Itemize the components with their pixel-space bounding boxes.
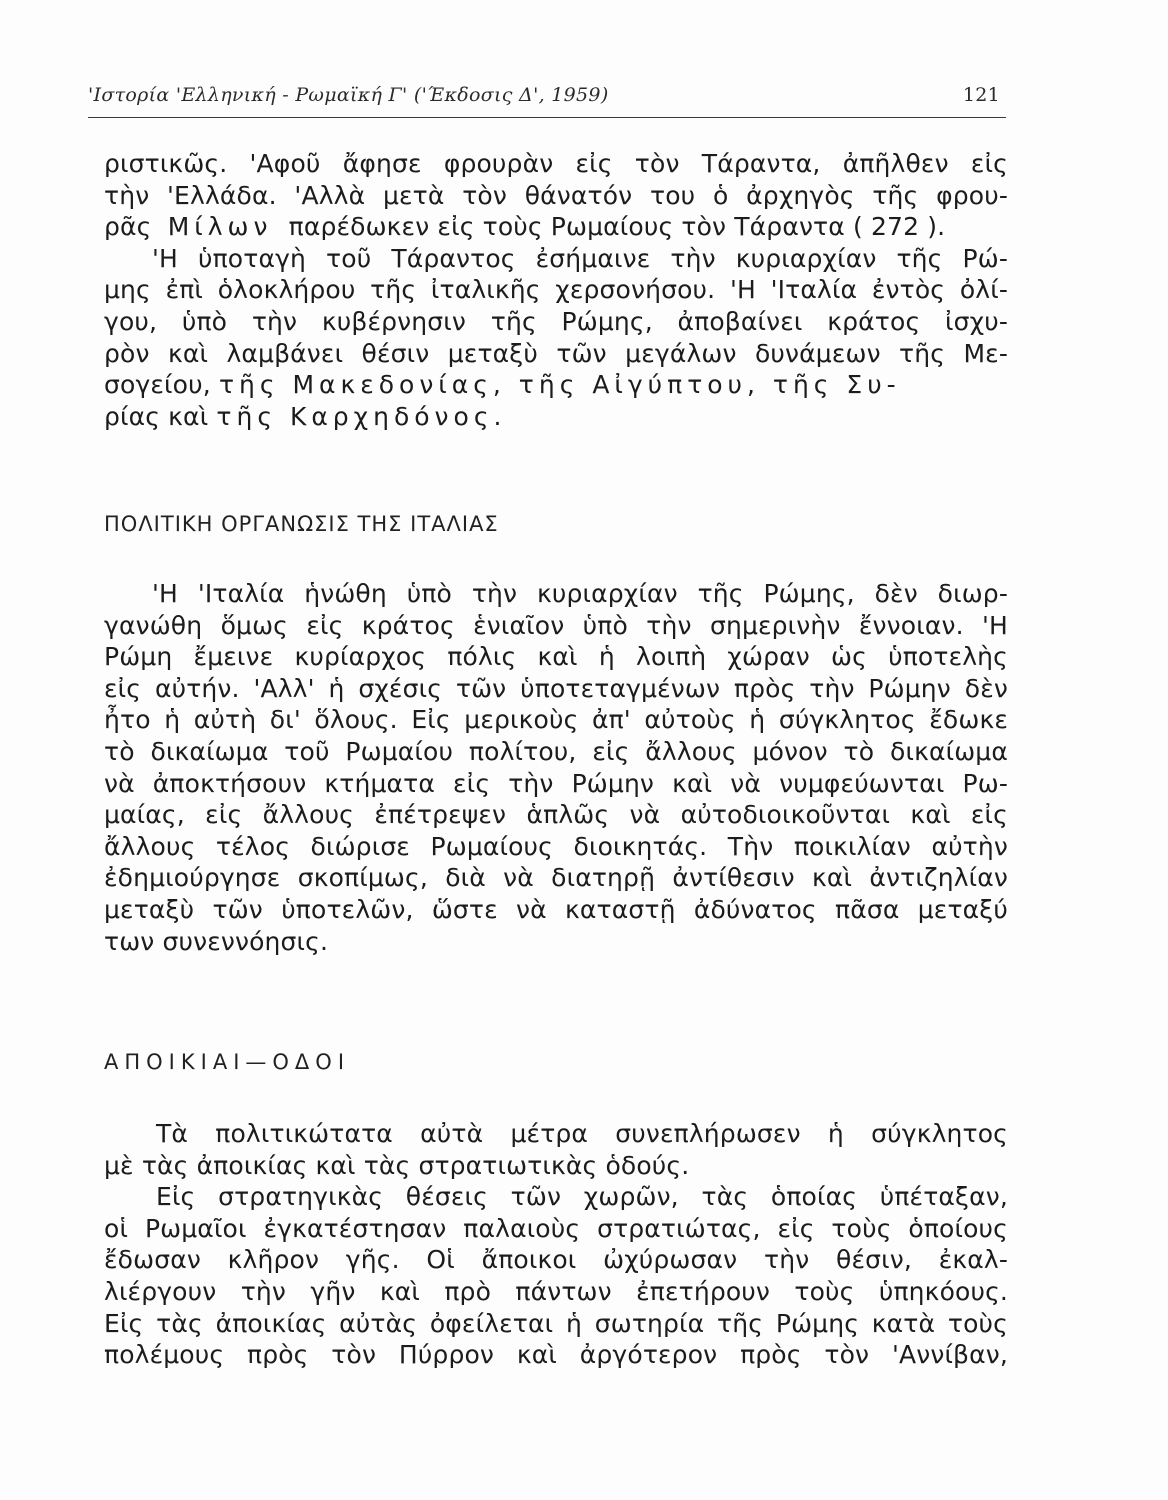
text-line: Ρώμη ἔμεινε κυρίαρχος πόλις καὶ ἡ λοιπὴ χώραν ὡς ὑποτελὴς — [104, 642, 1008, 672]
text-line: ἦτο ἡ αὐτὴ δι' ὅλους. Εἰς μερικοὺς ἀπ' αὐτοὺς ἡ σύγκλητος ἔδωκε — [104, 705, 1008, 735]
text-line: πολέμους πρὸς τὸν Πύρρον καὶ ἀργότερον πρὸς τὸν 'Αννίβαν, — [104, 1340, 1008, 1370]
running-head — [88, 84, 1008, 112]
text-line: οἱ Ρωμαῖοι ἐγκατέστησαν παλαιοὺς στρατιώτας, εἰς τοὺς ὁποίους — [104, 1213, 1008, 1243]
emphasized-name: Μίλων — [167, 212, 273, 242]
text-line: τὴν 'Ελλάδα. 'Αλλὰ μετὰ τὸν θάνατόν του ὁ ἀρχηγὸς τῆς φρου- — [104, 180, 1008, 210]
text-line: νὰ ἀποκτήσουν κτήματα εἰς τὴν Ρώμην καὶ νὰ νυμφεύωνται Ρω- — [104, 768, 1008, 798]
text-fragment: σογείου, — [104, 370, 211, 400]
text-line: 'Η 'Ιταλία ἡνώθη ὑπὸ τὴν κυριαρχίαν τῆς Ρώμης, δὲν διωρ- — [152, 579, 1008, 608]
text-line: γου, ὑπὸ τὴν κυβέρνησιν τῆς Ρώμης, ἀποβαίνει κράτος ἰσχυ- — [104, 306, 1008, 336]
text-line: μεταξὺ τῶν ὑποτελῶν, ὥστε νὰ καταστῇ ἀδύνατος πᾶσα μεταξύ — [104, 894, 1008, 924]
text-line: ἄλλους τέλος διώρισε Ρωμαίους διοικητάς. Τὴν ποικιλίαν αὐτὴν — [104, 831, 1008, 861]
text-fragment: παρέδωκεν εἰς τοὺς Ρωμαίους τὸν Τάραντα ( 272 ). — [288, 212, 946, 242]
text-line: τὸ δικαίωμα τοῦ Ρωμαίου πολίτου, εἰς ἄλλους μόνον τὸ δικαίωμα — [104, 736, 1008, 766]
text-line — [104, 211, 1008, 243]
text-line: μαίας, εἰς ἄλλους ἐπέτρεψεν ἁπλῶς νὰ αὐτοδιοικοῦνται καὶ εἰς — [104, 800, 1008, 830]
text-line: ριστικῶς. 'Αφοῦ ἄφησε φρουρὰν εἰς τὸν Τάραντα, ἀπῆλθεν εἰς — [104, 149, 1008, 178]
text-line: γανώθη ὅμως εἰς κράτος ἑνιαῖον ὑπὸ τὴν σημερινὴν ἔννοιαν. 'Η — [104, 610, 1008, 640]
section-body — [104, 578, 1008, 957]
text-line: Εἰς τὰς ἀποικίας αὐτὰς ὀφείλεται ἡ σωτηρία τῆς Ρώμης κατὰ τοὺς — [104, 1308, 1008, 1338]
text-line: μης ἐπὶ ὁλοκλήρου τῆς ἰταλικῆς χερσονήσου. 'Η 'Ιταλία ἐντὸς ὀλί- — [104, 275, 1008, 305]
page-number: 121 — [962, 84, 1000, 106]
text-line — [104, 369, 1008, 401]
text-line: λιέργουν τὴν γῆν καὶ πρὸ πάντων ἐπετήρουν τοὺς ὑπηκόους. — [104, 1276, 1008, 1306]
text-line: μὲ τὰς ἀποικίας καὶ τὰς στρατιωτικὰς ὁδούς. — [104, 1150, 690, 1180]
section-body — [104, 1118, 1008, 1371]
text-line — [104, 401, 1008, 433]
section-heading: ΑΠΟΙΚΙΑΙ—ΟΔΟΙ — [104, 1050, 351, 1074]
text-line: των συνεννόησις. — [104, 926, 329, 956]
header-rule — [88, 117, 1006, 118]
text-line: 'Η ὑποταγὴ τοῦ Τάραντος ἐσήμαινε τὴν κυριαρχίαν τῆς Ρώ- — [152, 243, 1008, 273]
text-line: Τὰ πολιτικώτατα αὐτὰ μέτρα συνεπλήρωσεν ἡ σύγκλητος — [156, 1119, 1008, 1148]
text-line: ἐδημιούργησε σκοπίμως, διὰ νὰ διατηρῇ ἀντίθεσιν καὶ ἀντιζηλίαν — [104, 863, 1008, 893]
text-line: Εἰς στρατηγικὰς θέσεις τῶν χωρῶν, τὰς ὁποίας ὑπέταξαν, — [156, 1182, 1008, 1212]
emphasized-name: τῆς Καρχηδόνος. — [216, 401, 507, 431]
paragraph-continuation — [104, 148, 1008, 432]
text-line: ρὸν καὶ λαμβάνει θέσιν μεταξὺ τῶν μεγάλων δυνάμεων τῆς Με- — [104, 338, 1008, 368]
running-title: 'Ιστορία 'Ελληνική - Ρωμαϊκή Γ' ('Έκδοσις Δ', 1959) — [88, 84, 609, 106]
section-heading: ΠΟΛΙΤΙΚΗ ΟΡΓΑΝΩΣΙΣ ΤΗΣ ΙΤΑΛΙΑΣ — [104, 512, 499, 536]
text-line: ἔδωσαν κλῆρον γῆς. Οἱ ἄποικοι ὠχύρωσαν τὴν θέσιν, ἐκαλ- — [104, 1245, 1008, 1275]
text-fragment: ρίας καὶ — [104, 401, 209, 431]
text-line: εἰς αὐτήν. 'Αλλ' ἡ σχέσις τῶν ὑποτεταγμένων πρὸς τὴν Ρώμην δὲν — [104, 673, 1008, 703]
emphasized-names: τῆς Μακεδονίας, τῆς Αἰγύπτου, τῆς Συ- — [218, 370, 901, 400]
text-fragment: ρᾶς — [104, 212, 152, 242]
